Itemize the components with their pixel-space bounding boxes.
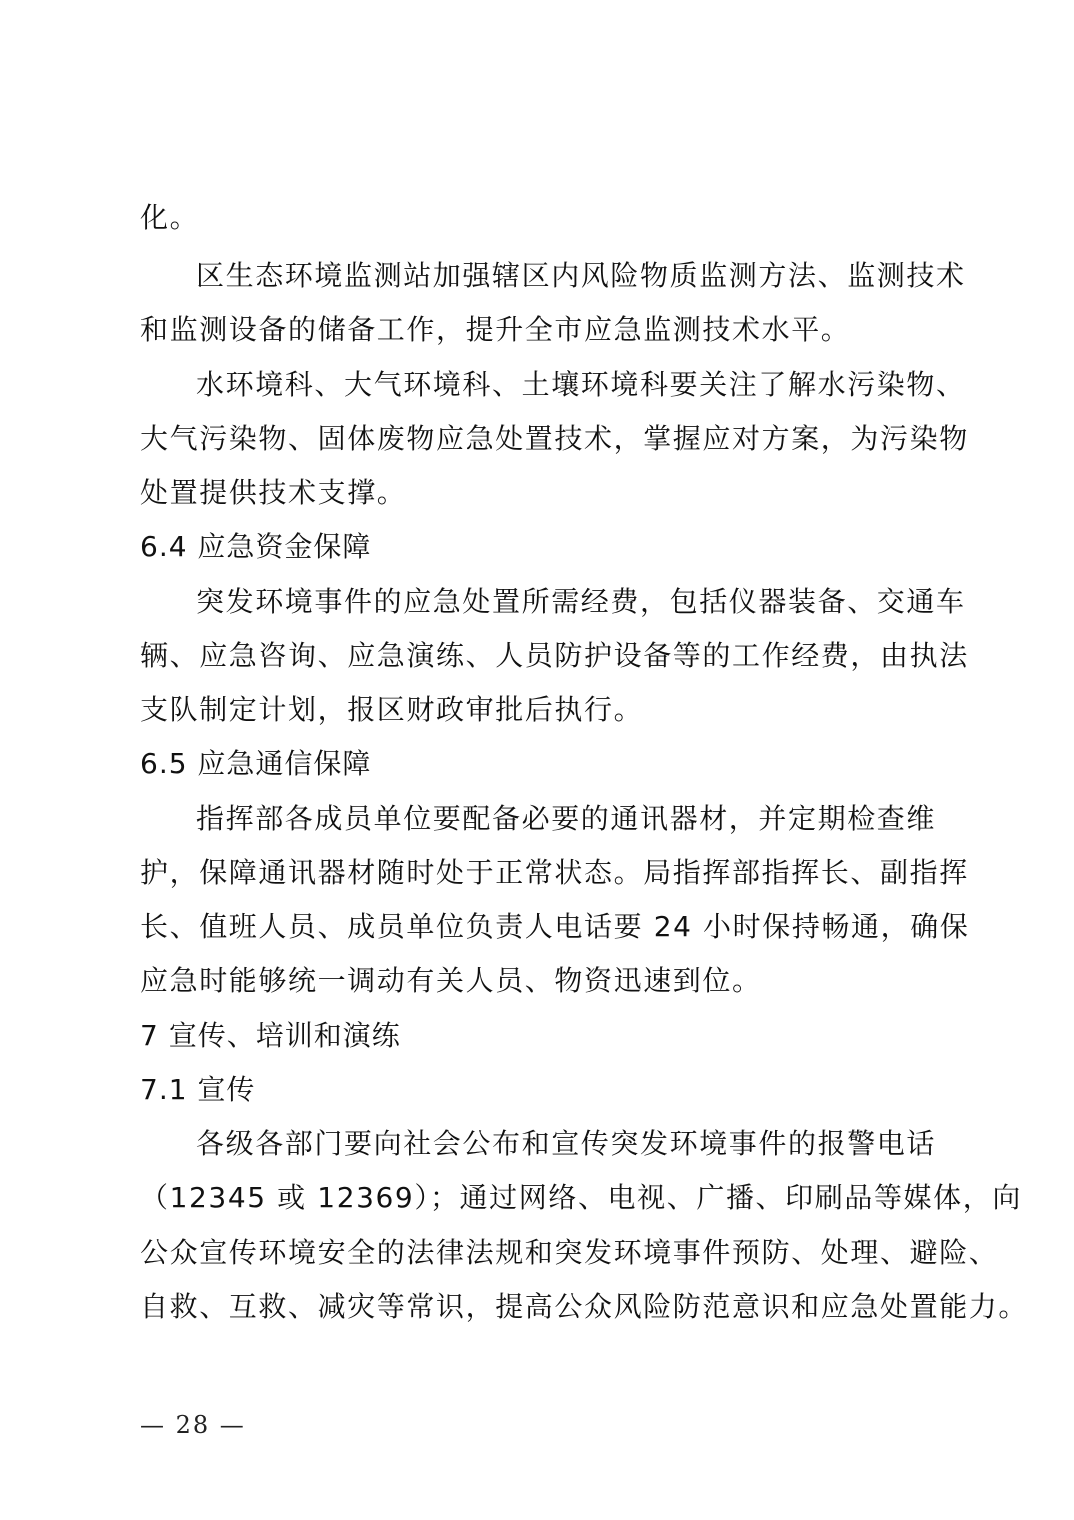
- paragraph-line: 和监测设备的储备工作，提升全市应急监测技术水平。: [140, 313, 851, 346]
- paragraph-line: 应急时能够统一调动有关人员、物资迅速到位。: [140, 964, 762, 997]
- paragraph-line: 处置提供技术支撑。: [140, 476, 407, 509]
- paragraph-line: 支队制定计划，报区财政审批后执行。: [140, 693, 644, 726]
- paragraph-line: 化。: [140, 201, 200, 234]
- paragraph-line: 区生态环境监测站加强辖区内风险物质监测方法、监测技术: [196, 259, 966, 292]
- paragraph-line: 突发环境事件的应急处置所需经费，包括仪器装备、交通车: [196, 585, 966, 618]
- paragraph-line: 大气污染物、固体废物应急处置技术，掌握应对方案，为污染物: [140, 422, 969, 455]
- paragraph-line: 水环境科、大气环境科、土壤环境科要关注了解水污染物、: [196, 368, 966, 401]
- paragraph-line: 辆、应急咨询、应急演练、人员防护设备等的工作经费，由执法: [140, 639, 969, 672]
- section-heading: 6.4 应急资金保障: [140, 530, 372, 563]
- paragraph-line: 指挥部各成员单位要配备必要的通讯器材，并定期检查维: [196, 802, 937, 835]
- paragraph-line: 自救、互救、减灾等常识，提高公众风险防范意识和应急处置能力。: [140, 1290, 1029, 1323]
- subsection-heading: 7.1 宣传: [140, 1073, 256, 1106]
- page-number: — 28 —: [140, 1411, 246, 1439]
- section-heading: 6.5 应急通信保障: [140, 747, 372, 780]
- section-heading: 7 宣传、培训和演练: [140, 1019, 401, 1052]
- paragraph-line: 长、值班人员、成员单位负责人电话要 24 小时保持畅通，确保: [140, 910, 970, 943]
- paragraph-line: 各级各部门要向社会公布和宣传突发环境事件的报警电话: [196, 1127, 937, 1160]
- paragraph-line: （12345 或 12369）；通过网络、电视、广播、印刷品等媒体，向: [140, 1181, 1022, 1214]
- paragraph-line: 公众宣传环境安全的法律法规和突发环境事件预防、处理、避险、: [140, 1236, 999, 1269]
- paragraph-line: 护，保障通讯器材随时处于正常状态。局指挥部指挥长、副指挥: [140, 856, 969, 889]
